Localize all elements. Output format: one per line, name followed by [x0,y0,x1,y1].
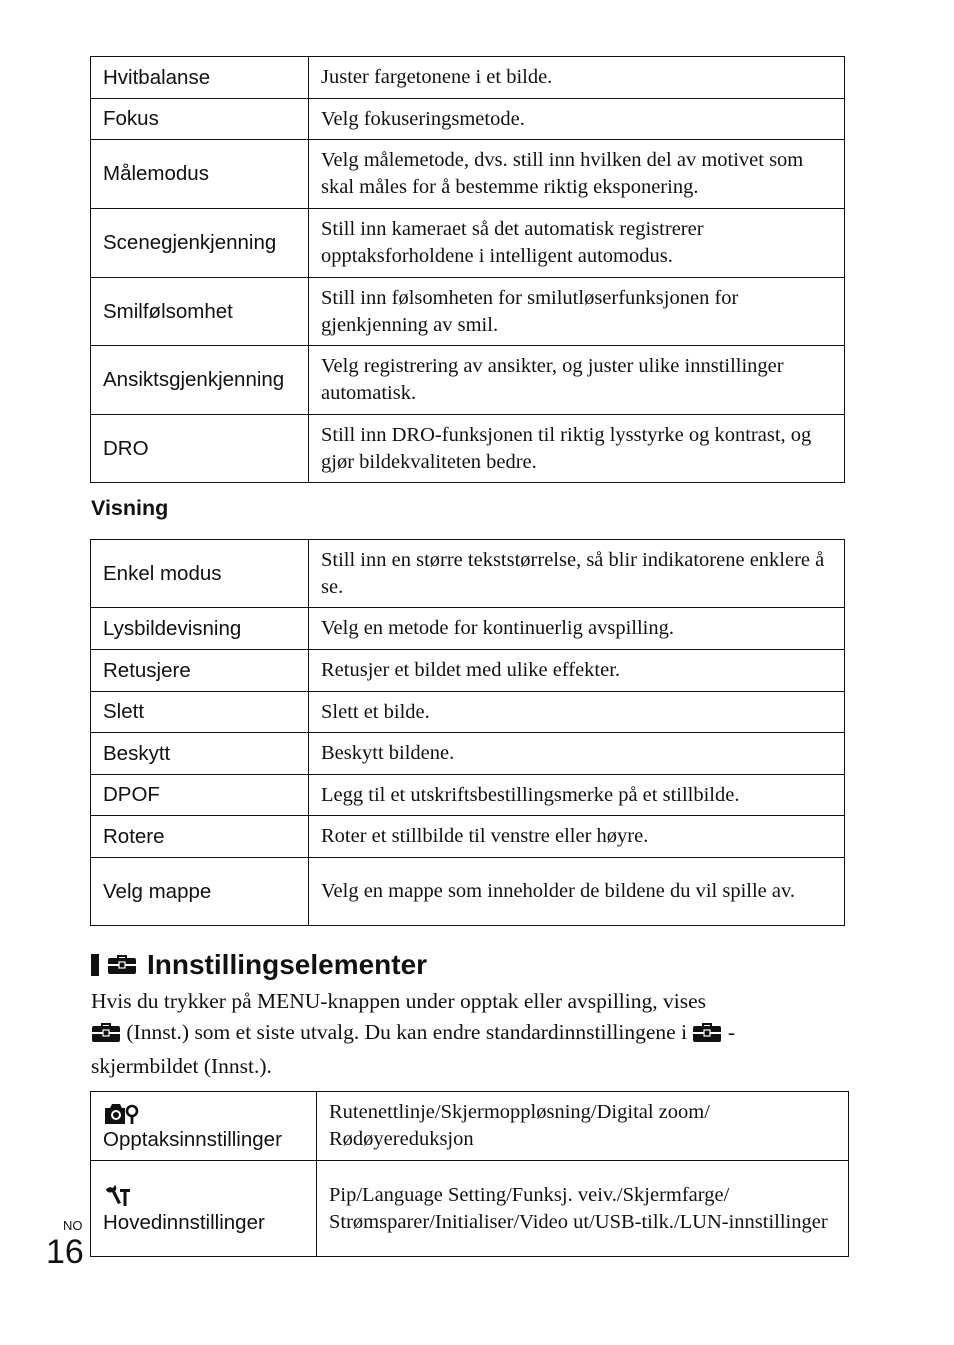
table-row [91,608,845,650]
row-label: Lysbildevisning [91,608,309,650]
row-label: Målemodus [91,140,309,209]
table-row [91,346,845,415]
table-row [91,540,845,608]
row-description: Still inn DRO-funksjonen til riktig lysstyrke og kontrast, og gjør bildekvaliteten bedre. [309,415,845,483]
table-row [91,1092,849,1161]
table-row [91,1161,849,1257]
heading-bar-icon [91,954,99,976]
row-label: Fokus [91,99,309,140]
row-label: Opptaksinnstillinger [103,1128,282,1151]
row-label: Rotere [91,816,309,858]
table-row [91,816,845,858]
row-label: Hvitbalanse [91,57,309,99]
row-label-cell [91,1161,317,1257]
row-label: Hovedinnstillinger [103,1210,265,1234]
row-description: Pip/Language Setting/Funksj. veiv./Skjermfarge/ Strømsparer/Initialiser/Video ut/USB-tilk./LUN-innstillinger [317,1161,849,1257]
language-code: NO [63,1218,83,1233]
row-description: Juster fargetonene i et bilde. [309,57,845,99]
section-paragraph [91,986,831,1082]
table-row [91,140,845,209]
camera-settings-icon [103,1100,316,1126]
toolbox-icon [692,1019,722,1052]
row-description: Still inn en større tekststørrelse, så blir indikatorene enklere å se. [309,540,845,608]
section-heading [91,945,427,985]
row-label: Ansiktsgjenkjenning [91,346,309,415]
row-description: Slett et bilde. [309,692,845,733]
row-description: Still inn følsomheten for smilutløserfunksjonen for gjenkjenning av smil. [309,278,845,346]
row-label: Velg mappe [91,858,309,926]
table-row [91,57,845,99]
paragraph-text: - [722,1019,735,1044]
table-row [91,775,845,816]
paragraph-text: (Innst.) som et siste utvalg. Du kan endre standardinnstillingene i [121,1019,693,1044]
toolbox-icon [107,951,137,980]
row-label: Retusjere [91,650,309,692]
table-row [91,278,845,346]
wrench-settings-icon [103,1183,316,1209]
table-row [91,99,845,140]
table-row [91,650,845,692]
row-label: DPOF [91,775,309,816]
row-label: Slett [91,692,309,733]
table-row [91,415,845,483]
paragraph-line: skjermbildet (Innst.). [91,1054,272,1078]
row-description: Rutenettlinje/Skjermoppløsning/Digital zoom/ Rødøyereduksjon [317,1092,849,1161]
row-description: Velg en metode for kontinuerlig avspilling. [309,608,845,650]
visning-heading: Visning [91,496,169,520]
row-description: Velg målemetode, dvs. still inn hvilken del av motivet som skal måles for å bestemme riktig eksponering. [309,140,845,209]
page-number: 16 [46,1233,84,1271]
settings-table [90,1091,849,1257]
toolbox-icon [91,1019,121,1052]
paragraph-line: Hvis du trykker på MENU-knappen under opptak eller avspilling, vises [91,989,707,1013]
section-title: Innstillingselementer [147,949,428,980]
table-row [91,692,845,733]
table-row [91,733,845,775]
row-description: Legg til et utskriftsbestillingsmerke på et stillbilde. [309,775,845,816]
row-description: Velg fokuseringsmetode. [309,99,845,140]
row-description: Velg registrering av ansikter, og juster ulike innstillinger automatisk. [309,346,845,415]
table-row [91,858,845,926]
shooting-menu-table [90,56,845,483]
row-label: Smilfølsomhet [91,278,309,346]
row-description: Still inn kameraet så det automatisk registrerer opptaksforholdene i intelligent automodus. [309,209,845,278]
playback-menu-table [90,539,845,926]
row-description: Retusjer et bildet med ulike effekter. [309,650,845,692]
row-description: Beskytt bildene. [309,733,845,775]
row-label: Scenegjenkjenning [91,209,309,278]
row-description: Roter et stillbilde til venstre eller høyre. [309,816,845,858]
row-label-cell [91,1092,317,1161]
row-label: Enkel modus [91,540,309,608]
row-label: DRO [91,415,309,483]
table-row [91,209,845,278]
row-description: Velg en mappe som inneholder de bildene du vil spille av. [309,858,845,926]
row-label: Beskytt [91,733,309,775]
